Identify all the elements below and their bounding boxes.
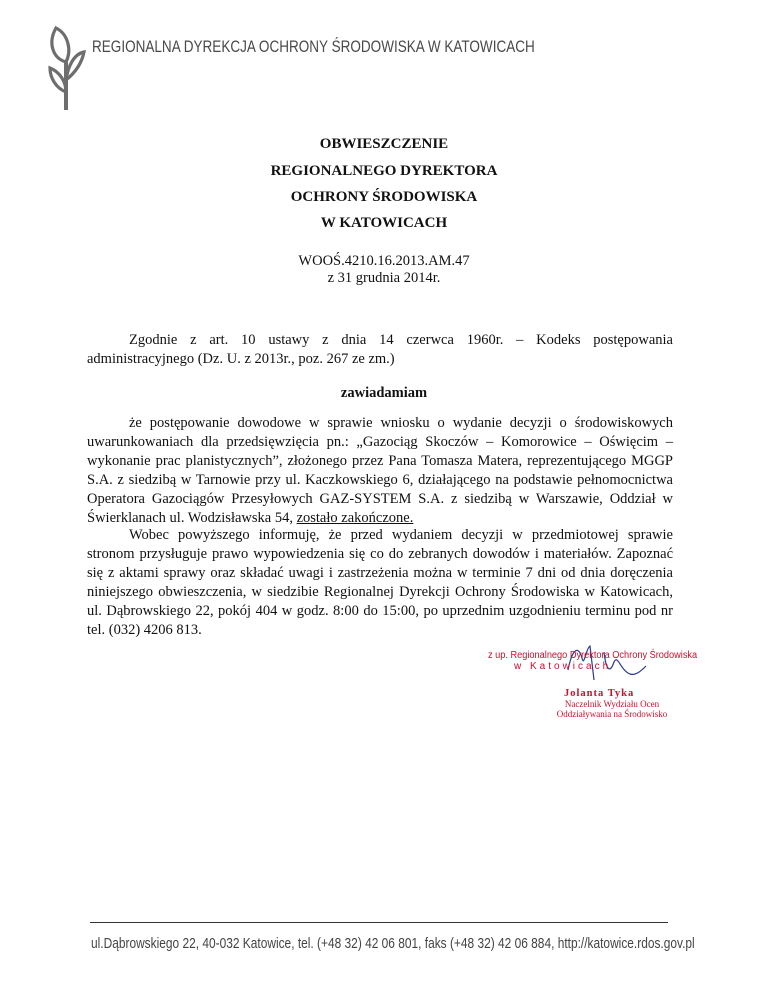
paragraph-2: Wobec powyższego informuję, że przed wydaniem decyzji w przedmiotowej sprawie stronom przysługuje prawo wypowiedzenia się co do zebranych dowodów i materiałów. Zapoznać się z aktami sprawy oraz składać uwagi i zastrzeżenia można w terminie 7 dni od dnia doręczenia niniejszego obwieszczenia, w siedzibie Regionalnej Dyrekcji Ochrony Środowiska w Katowicach, ul. Dąbrowskiego 22, pokój 404 w godz. 8:00 do 15:00, po uprzednim uzgodnieniu terminu pod nr tel. (032) 4206 813. — [87, 527, 673, 638]
leaf-logo-icon — [46, 22, 86, 112]
signatory-name: Jolanta Tyka — [564, 688, 635, 699]
paragraph-1-text: że postępowanie dowodowe w sprawie wniosku o wydanie decyzji o środowiskowych uwarunkowaniach dla przedsięwzięcia pn.: „Gazociąg Skoczów – Komorowice – Oświęcim – wykonanie prac planistycznych”, złożonego przez Pana Tomasza Matera, reprezentującego MGGP S.A. z siedzibą w Tarnowie przy ul. Kaczkowskiego 6, działającego na podstawie pełnomocnictwa Operatora Gazociągów Przesyłowych GAZ-SYSTEM S.A. z siedzibą w Warszawie, Oddział w Świerklanach ul. Wodzisławska 54, — [87, 415, 673, 526]
official-stamp — [488, 650, 718, 719]
heading-zawiadamiam: zawiadamiam — [340, 385, 428, 401]
footer-contact: ul.Dąbrowskiego 22, 40-032 Katowice, tel. (+48 32) 42 06 801, faks (+48 32) 42 06 884, http://katowice.rdos.gov.pl — [91, 935, 695, 952]
footer-divider — [90, 922, 668, 923]
intro-paragraph: Zgodnie z art. 10 ustawy z dnia 14 czerwca 1960r. – Kodeks postępowania administracyjnego (Dz. U. z 2013r., poz. 267 ze zm.) — [87, 332, 673, 367]
paragraph-1 — [87, 414, 673, 528]
title-line-4: W KATOWICACH — [320, 215, 448, 231]
organization-name: REGIONALNA DYREKCJA OCHRONY ŚRODOWISKA W KATOWICACH — [92, 38, 535, 56]
reference-number: WOOŚ.4210.16.2013.AM.47 — [298, 253, 470, 269]
title-line-2: REGIONALNEGO DYREKTORA — [270, 163, 498, 179]
signatory-position-2: Oddziaływania na Środowisko — [556, 709, 668, 719]
signatory-position-1: Naczelnik Wydziału Ocen — [564, 699, 660, 709]
stamp-line-1: z up. Regionalnego Dyrektora Ochrony Środowiska — [488, 650, 698, 661]
reference-date: z 31 grudnia 2014r. — [327, 270, 441, 286]
paragraph-1-underlined: zostało zakończone. — [296, 510, 414, 526]
stamp-line-2: w Katowicach — [514, 661, 612, 672]
title-line-3: OCHRONY ŚRODOWISKA — [290, 189, 478, 205]
title-line-1: OBWIESZCZENIE — [319, 136, 449, 152]
